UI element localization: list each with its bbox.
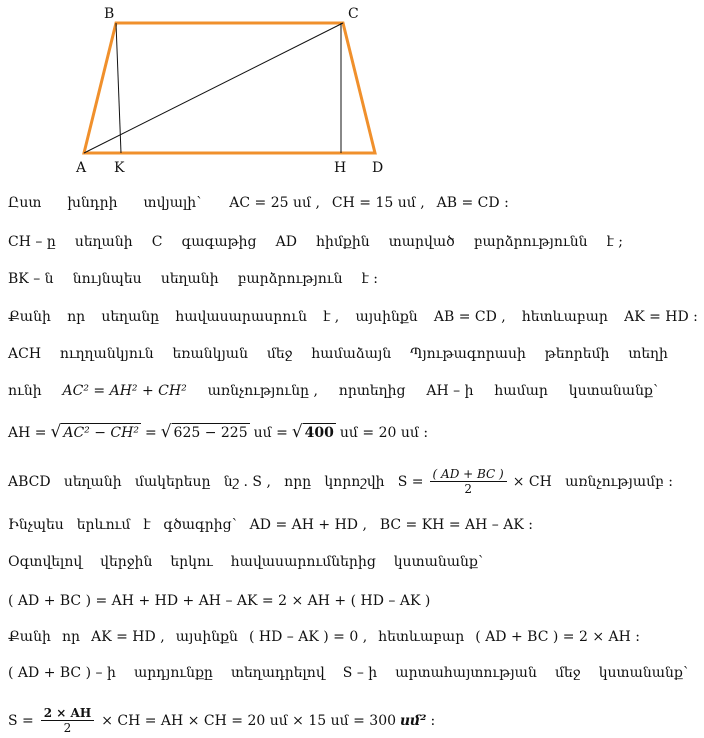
word: Քանի <box>8 629 51 645</box>
fraction: $\frac{2 \times AH}{2}$ <box>41 706 94 735</box>
punct: : <box>430 712 436 729</box>
word: ( AD + BC ) – ի <box>8 665 116 681</box>
word: է ; <box>606 234 623 250</box>
word: տվյալի՝ <box>143 195 202 211</box>
label-h: H <box>334 160 347 176</box>
word: որտեղից <box>338 383 406 399</box>
text-line-3 <box>8 270 378 288</box>
sqrt-ac-ch: √ AC² − CH² <box>50 422 139 442</box>
sqrt-400: √ 400 <box>291 422 334 442</box>
word: վերջին <box>100 554 153 570</box>
unit-text: սմ = <box>253 424 288 441</box>
result-text: սմ = 20 սմ : <box>339 424 429 441</box>
text-line-13 <box>8 664 688 682</box>
word: խնդրի <box>67 195 118 211</box>
unit-sm2: սմ² <box>400 712 427 729</box>
text-line-14 <box>8 706 698 735</box>
word: երևում <box>76 517 131 533</box>
word: հավասարումներից <box>230 554 376 570</box>
height-bk <box>116 23 121 153</box>
word: AH – ի <box>426 383 474 399</box>
word: արդյունքը <box>133 665 213 681</box>
word: սեղանի <box>74 234 133 250</box>
label-b: B <box>104 6 115 22</box>
word: կորոշվի <box>324 473 385 490</box>
text-line-12 <box>8 628 640 646</box>
word: BK – ն <box>8 271 54 287</box>
word: CH – ը <box>8 234 56 250</box>
word: որը <box>284 473 312 490</box>
word: արտահայտության <box>395 665 537 681</box>
word: Օգտվելով <box>8 554 83 570</box>
word: առնչությունը , <box>207 383 318 399</box>
word: կստանանք՝ <box>393 554 483 570</box>
word: BC = KH = AH – AK : <box>379 517 533 533</box>
word: սեղանի <box>160 271 219 287</box>
word: Պյութագորասի <box>410 346 526 362</box>
equation: ( AD + BC ) = AH + HD + AH – AK = 2 × AH + ( HD – AK ) <box>8 593 431 609</box>
text-line-7 <box>8 423 698 442</box>
label-c: C <box>348 6 359 22</box>
word: ունի <box>8 383 42 399</box>
word: AK = HD , <box>91 629 165 645</box>
word: ABCD <box>8 473 51 490</box>
text-line-9 <box>8 516 533 534</box>
word: է : <box>361 271 378 287</box>
text-line-11 <box>8 592 698 610</box>
word: ուղղանկյուն <box>59 346 154 362</box>
equals: = <box>144 424 157 441</box>
word: Ինչպես <box>8 517 64 533</box>
word: ( HD – AK ) = 0 , <box>249 629 368 645</box>
word: AB = CD , <box>433 309 506 325</box>
word: AK = HD : <box>624 309 698 325</box>
s-label: S = <box>8 712 34 729</box>
word: AD <box>275 234 297 250</box>
word: սեղանի <box>63 473 122 490</box>
word: թեորեմի <box>544 346 610 362</box>
word: որ <box>61 629 81 645</box>
text-line-5 <box>8 345 668 363</box>
area-result: × CH = AH × CH = 20 սմ × 15 սմ = 300 <box>101 712 397 729</box>
word: S – ի <box>342 665 378 681</box>
word: նշ . S , <box>223 473 271 490</box>
word: այսինքն <box>355 309 418 325</box>
word: երկու <box>170 554 213 570</box>
word: սեղանը <box>101 309 160 325</box>
word: տեղի <box>628 346 668 362</box>
word: համար <box>494 383 548 399</box>
word: համաձայն <box>311 346 392 362</box>
pythagoras-equation: AC² = AH² + CH² <box>62 383 187 399</box>
label-a: A <box>76 160 87 176</box>
word: ( AD + BC ) = 2 × AH : <box>475 629 640 645</box>
area-formula: S = $\frac{( AD + BC )}{2}$ × CH <box>397 467 552 496</box>
word: մակերեսը <box>134 473 211 490</box>
ah-label: AH = <box>8 424 47 441</box>
label-d: D <box>372 160 384 176</box>
word: առնչությամբ : <box>565 473 673 490</box>
word: է , <box>323 309 340 325</box>
word: այսինքն <box>175 629 238 645</box>
label-k: K <box>114 160 125 176</box>
sqrt-625-225: √ 625 − 225 <box>160 422 248 442</box>
word: կստանանք՝ <box>598 665 688 681</box>
word: է <box>143 517 151 533</box>
word: հետևաբար <box>521 309 608 325</box>
word: CH = 15 սմ , <box>331 195 425 211</box>
text-line-1 <box>8 194 698 212</box>
word: հիմքին <box>316 234 370 250</box>
text-line-6 <box>8 382 658 400</box>
word: եռանկյան <box>172 346 248 362</box>
word: գագաթից <box>181 234 257 250</box>
word: բարձրությունն <box>473 234 588 250</box>
text-line-2 <box>8 233 623 251</box>
word: մեջ <box>266 346 293 362</box>
text-line-4 <box>8 308 698 326</box>
word: Քանի <box>8 309 51 325</box>
word: հետևաբար <box>378 629 465 645</box>
word: կստանանք՝ <box>568 383 658 399</box>
word: AB = CD : <box>436 195 509 211</box>
word: AC = 25 սմ , <box>229 195 320 211</box>
word: նույնպես <box>72 271 142 287</box>
trapezoid-abcd <box>84 23 375 153</box>
word: բարձրություն <box>237 271 343 287</box>
fraction: $\frac{( AD + BC )}{2}$ <box>430 467 507 496</box>
text-line-8 <box>8 467 673 496</box>
word: գծագրից՝ <box>163 517 237 533</box>
word: Ըստ <box>8 195 42 211</box>
word: որ <box>67 309 86 325</box>
word: ACH <box>8 346 42 362</box>
trapezoid-figure <box>0 0 704 180</box>
word: հավասարասրուն <box>175 309 308 325</box>
word: մեջ <box>554 665 581 681</box>
text-line-10 <box>8 553 483 571</box>
word: տարված <box>388 234 455 250</box>
word: C <box>151 234 163 250</box>
diagonal-ac <box>84 23 343 153</box>
word: տեղադրելով <box>230 665 325 681</box>
word: AD = AH + HD , <box>249 517 367 533</box>
